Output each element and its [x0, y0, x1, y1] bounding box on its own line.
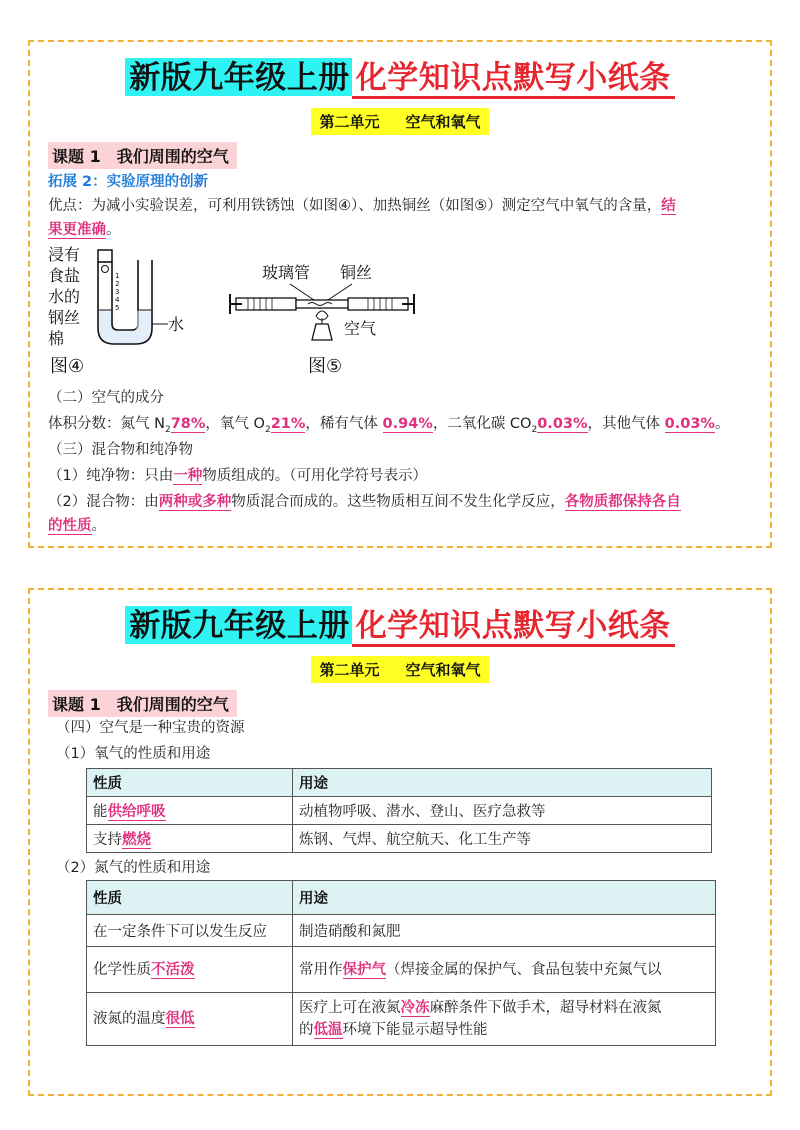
unit-name: 空气和氧气	[405, 113, 481, 131]
figure4-side-label-1: 浸有	[48, 245, 81, 264]
lesson-name: 我们周围的空气	[116, 695, 229, 714]
figure-5-label: 图⑤	[308, 356, 343, 377]
property-prefix: 能	[93, 804, 108, 820]
unit-label	[311, 108, 488, 135]
use-prefix: 常用作	[299, 961, 343, 978]
answer-very-low: 很低	[165, 1011, 195, 1027]
property-cell	[87, 993, 293, 1046]
answer-noble-gas: 0.94%	[382, 416, 433, 432]
glass-tube-label: 玻璃管	[262, 263, 311, 282]
punctuation: 。	[714, 416, 730, 432]
nitrogen-heading: （2）氮气的性质和用途	[56, 860, 211, 876]
table-row	[87, 993, 716, 1046]
co2-prefix: ，二氧化碳 CO	[432, 416, 532, 432]
answer-supply-breathing: 供给呼吸	[107, 804, 166, 820]
property-cell	[87, 825, 293, 853]
extension-heading: 拓展 2：实验原理的创新	[48, 174, 209, 190]
punctuation: 。	[91, 518, 106, 534]
answer-protective-gas: 保护气	[342, 961, 386, 978]
pure-substance-line	[48, 464, 427, 488]
use-suffix: （焊接金属的保护气、食品包装中充氮气以	[386, 961, 662, 978]
table-header-row	[87, 769, 712, 797]
use-line1-suffix: 麻醉条件下做手术，超导材料在液氮	[429, 1000, 662, 1016]
figure-5-diagram	[228, 258, 428, 358]
header-property: 性质	[87, 769, 293, 797]
stopper-icon	[98, 250, 112, 262]
lesson-number: 课题 1	[52, 147, 101, 166]
use-cell	[293, 993, 716, 1046]
page-title	[125, 604, 675, 648]
table-row	[87, 825, 712, 853]
water-label: 水	[168, 315, 185, 334]
noble-prefix: ，稀有气体	[305, 416, 383, 432]
lesson-number: 课题 1	[52, 695, 101, 714]
scale-3: 3	[115, 288, 120, 296]
use-cell: 动植物呼吸、潜水、登山、医疗急救等	[293, 797, 712, 825]
oxygen-table	[86, 768, 712, 853]
answer-freezing: 冷冻	[400, 1000, 430, 1016]
answer-more-accurate-2: 果更准确	[48, 222, 106, 238]
title-red: 化学知识点默写小纸条	[352, 608, 675, 647]
property-cell	[87, 797, 293, 825]
answer-two-or-more: 两种或多种	[158, 494, 232, 510]
scale-4: 4	[115, 296, 120, 304]
n2-prefix: 体积分数：氮气 N	[48, 416, 165, 432]
header-property: 性质	[87, 881, 293, 915]
figure4-side-label-4: 钢丝	[48, 308, 81, 327]
co2-subscript: 2	[531, 424, 538, 435]
answer-more-accurate-1: 结	[661, 198, 676, 214]
o2-subscript: 2	[264, 424, 271, 435]
use-line2-prefix: 的	[299, 1022, 314, 1038]
page-title	[125, 56, 675, 100]
figure4-side-label-2: 食盐	[48, 266, 81, 285]
note-card-1	[28, 40, 772, 548]
use-line2-suffix: 环境下能显示超导性能	[342, 1022, 488, 1038]
answer-o2: 21%	[270, 416, 306, 432]
table-header-row	[87, 881, 716, 915]
advantage-paragraph	[48, 194, 756, 242]
advantage-text: 优点：为减小实验误差，可利用铁锈蚀（如图④）、加热铜丝（如图⑤）测定空气中氧气的含量，	[48, 198, 662, 214]
answer-one-kind: 一种	[173, 468, 203, 484]
answer-keep-properties-1: 各物质都保持各自	[564, 494, 681, 510]
title-highlight: 新版九年级上册	[125, 606, 352, 644]
composition-heading: （二）空气的成分	[48, 390, 164, 406]
n2-subscript: 2	[164, 424, 171, 435]
answer-other-gas: 0.03%	[664, 416, 715, 432]
scale-5: 5	[115, 304, 120, 312]
header-use: 用途	[293, 769, 712, 797]
copper-wire-label: 铜丝	[340, 263, 373, 282]
property-cell	[87, 947, 293, 993]
answer-keep-properties-2: 的性质	[48, 518, 92, 534]
lesson-heading	[48, 142, 237, 169]
air-label: 空气	[344, 319, 377, 338]
table-row	[87, 797, 712, 825]
figure4-side-label-5: 棉	[48, 329, 65, 348]
property-prefix: 化学性质	[93, 961, 151, 978]
mixture-middle: 物质混合而成的。这些物质相互间不发生化学反应，	[231, 494, 565, 510]
property-prefix: 支持	[93, 832, 122, 848]
use-cell: 炼钢、气焊、航空航天、化工生产等	[293, 825, 712, 853]
use-cell-clipped	[299, 958, 709, 982]
scale-1: 1	[115, 272, 120, 280]
unit-name: 空气和氧气	[405, 661, 481, 679]
answer-inactive: 不活泼	[151, 961, 195, 978]
answer-n2: 78%	[170, 416, 206, 432]
figure-4-label: 图④	[50, 356, 85, 377]
property-cell: 在一定条件下可以发生反应	[87, 915, 293, 947]
nitrogen-table	[86, 880, 716, 1046]
pure-prefix: （1）纯净物：只由	[48, 468, 174, 484]
note-card-2	[28, 588, 772, 1096]
resource-heading: （四）空气是一种宝贵的资源	[56, 720, 245, 736]
header-use: 用途	[293, 881, 716, 915]
lesson-heading	[48, 690, 237, 717]
pure-suffix: 物质组成的。（可用化学符号表示）	[202, 468, 427, 484]
oxygen-heading: （1）氧气的性质和用途	[56, 746, 211, 762]
other-prefix: ，其他气体	[587, 416, 665, 432]
use-cell: 制造硝酸和氮肥	[293, 915, 716, 947]
mixture-line	[48, 490, 758, 538]
use-cell	[293, 947, 716, 993]
title-red: 化学知识点默写小纸条	[352, 60, 675, 99]
figure4-side-label-3: 水的	[48, 287, 81, 306]
mixture-heading: （三）混合物和纯净物	[48, 442, 193, 458]
answer-combustion: 燃烧	[122, 832, 151, 848]
figure-4-diagram	[44, 244, 194, 348]
unit-number: 第二单元	[319, 113, 380, 131]
scale-2: 2	[115, 280, 120, 288]
unit-number: 第二单元	[319, 661, 380, 679]
punctuation: 。	[106, 222, 121, 238]
table-row	[87, 915, 716, 947]
mixture-prefix: （2）混合物：由	[48, 494, 159, 510]
answer-co2: 0.03%	[537, 416, 588, 432]
answer-low-temperature: 低温	[313, 1022, 343, 1038]
property-prefix: 液氮的温度	[93, 1011, 166, 1027]
lesson-name: 我们周围的空气	[116, 147, 229, 166]
use-line1-prefix: 医疗上可在液氮	[299, 1000, 401, 1016]
title-highlight: 新版九年级上册	[125, 58, 352, 96]
unit-label	[311, 656, 488, 683]
table-row	[87, 947, 716, 993]
o2-prefix: ，氧气 O	[205, 416, 265, 432]
